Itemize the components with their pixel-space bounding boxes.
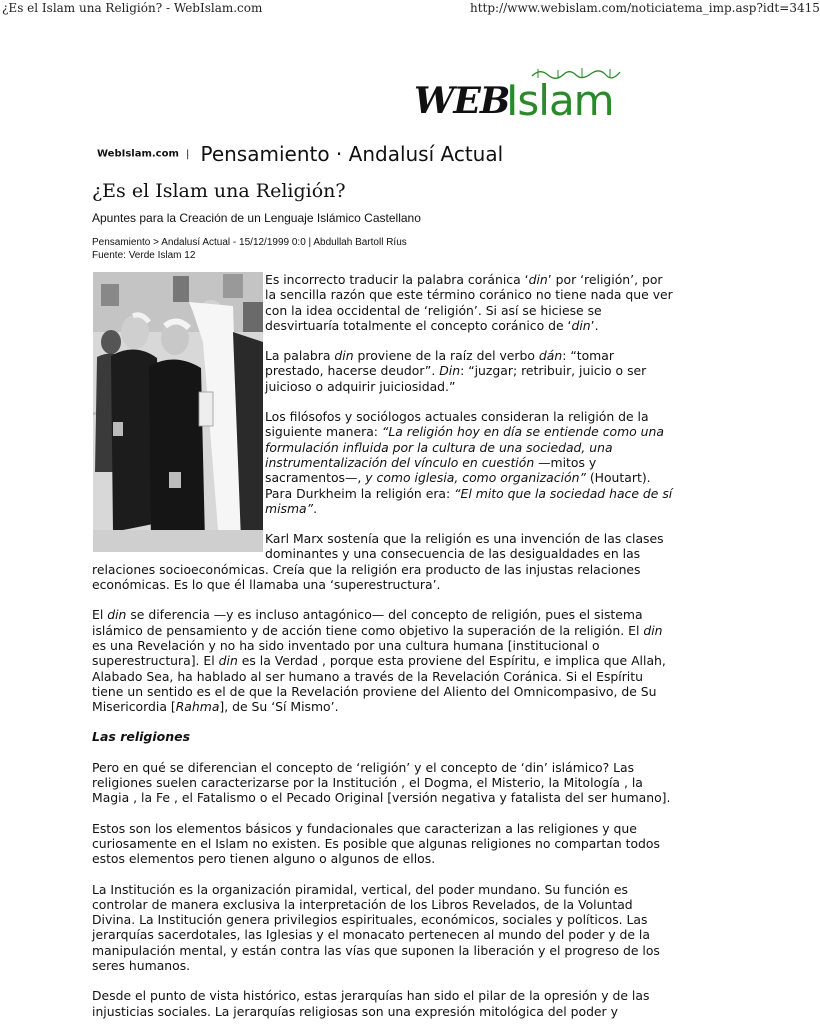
paragraph: Pero en qué se diferencian el concepto de ‘religión’ y el concepto de ‘din’ islámico? Las religiones suelen caracterizarse por la Institución , el Dogma, el Misterio, la Mitología , la Magia , la Fe , el Fatalismo o el Pecado Original [versión negativa y fatalista del ser humano].: [92, 759, 671, 806]
paragraph: Karl Marx sostenía que la religión es una invención de las clases dominantes y una consecuencia de las desigualdades en las relaciones socioeconómicas. Creía que la religión era producto de las injustas relaciones económicas. Es lo que él llamaba una ‘superestructura’.: [92, 531, 664, 593]
article-meta: [92, 236, 407, 262]
paragraph: Los filósofos y sociólogos actuales consideran la religión de la siguiente manera: “La religión hoy en día se entiende como una formulación influida por la cultura de una sociedad, una instrumentalización del vínculo en cuestión —mitos y sacramentos—, y como iglesia, como organización” (Houtart). Para Durkheim la religión era: “El mito que la sociedad hace de sí misma”.: [265, 409, 673, 516]
paragraph: El din se diferencia —y es incluso antagónico— del concepto de religión, pues el sistema islámico de pensamiento y de acción tiene como objetivo la superación de la religión. El din es una Revelación y no ha sido inventado por una cultura humana [institucional o superestructura]. El din es la Verdad , porque esta proviene del Espíritu, e implica que Allah, Alabado Sea, ha hablado al ser humano a través de la Revelación Coránica. Si el Espíritu tiene un sentido es el de que la Revelación proviene del Aliento del Omnicompasivo, de Su Misericordia [Rahma], de Su ‘Sí Mismo’.: [92, 607, 666, 715]
logo-web-text: WEB: [414, 80, 510, 122]
photo-image: [93, 272, 263, 552]
article-photo: [93, 272, 263, 552]
paragraph: La Institución es la organización piramidal, vertical, del poder mundano. Su función es controlar de manera exclusiva la interpretación de los Libros Revelados, de la Voluntad Divina. La Institución genera privilegios espirituales, económicos, sociales y políticos. Las jerarquías sacerdotales, las Iglesias y el monacato pertenecen al mundo del poder y de la manipulación mental, y están contra las vías que suponen la liberación y el progreso de los seres humanos.: [92, 881, 660, 973]
article-subtitle: Apuntes para la Creación de un Lenguaje Islámico Castellano: [92, 211, 421, 225]
webislam-logo: [414, 66, 624, 126]
paragraph: Estos son los elementos básicos y fundacionales que caracterizan a las religiones y que curiosamente en el Islam no existen. Es posible que algunas religiones no compartan todos estos elementos pero tienen alguno o algunos de ellos.: [92, 820, 660, 867]
separator: |: [186, 148, 190, 160]
article-title: ¿Es el Islam una Religión?: [92, 180, 346, 202]
section-header: [97, 142, 503, 172]
logo-islam-text: Islam: [506, 76, 614, 125]
article-source: Fuente: Verde Islam 12: [92, 250, 196, 261]
site-name: WebIslam.com: [97, 148, 179, 160]
section-title: Pensamiento · Andalusí Actual: [200, 142, 504, 166]
print-page-title: ¿Es el Islam una Religión? - WebIslam.com: [2, 1, 263, 15]
paragraph: La palabra din proviene de la raíz del verbo dán: “tomar prestado, hacerse deudor”. Din: “juzgar; retribuir, juicio o ser juicioso o adquirir juiciosidad.”: [265, 348, 647, 394]
print-header: [0, 0, 820, 16]
section-heading: Las religiones: [92, 729, 191, 745]
article-byline: Pensamiento > Andalusí Actual - 15/12/1999 0:0 | Abdullah Bartoll Ríus: [92, 237, 407, 248]
paragraph: Desde el punto de vista histórico, estas jerarquías han sido el pilar de la opresión y de las injusticias sociales. La jerarquías religiosas son una expresión mitológica del poder y: [92, 988, 650, 1019]
print-page-url: http://www.webislam.com/noticiatema_imp.asp?idt=3415: [470, 1, 820, 15]
paragraph: Es incorrecto traducir la palabra coránica ‘din’ por ‘religión’, por la sencilla razón que este término coránico no tiene nada que ver con la idea occidental de ‘religión’. Si así se hiciese se desvirtuaría totalmente el concepto coránico de ‘din’.: [265, 272, 673, 333]
